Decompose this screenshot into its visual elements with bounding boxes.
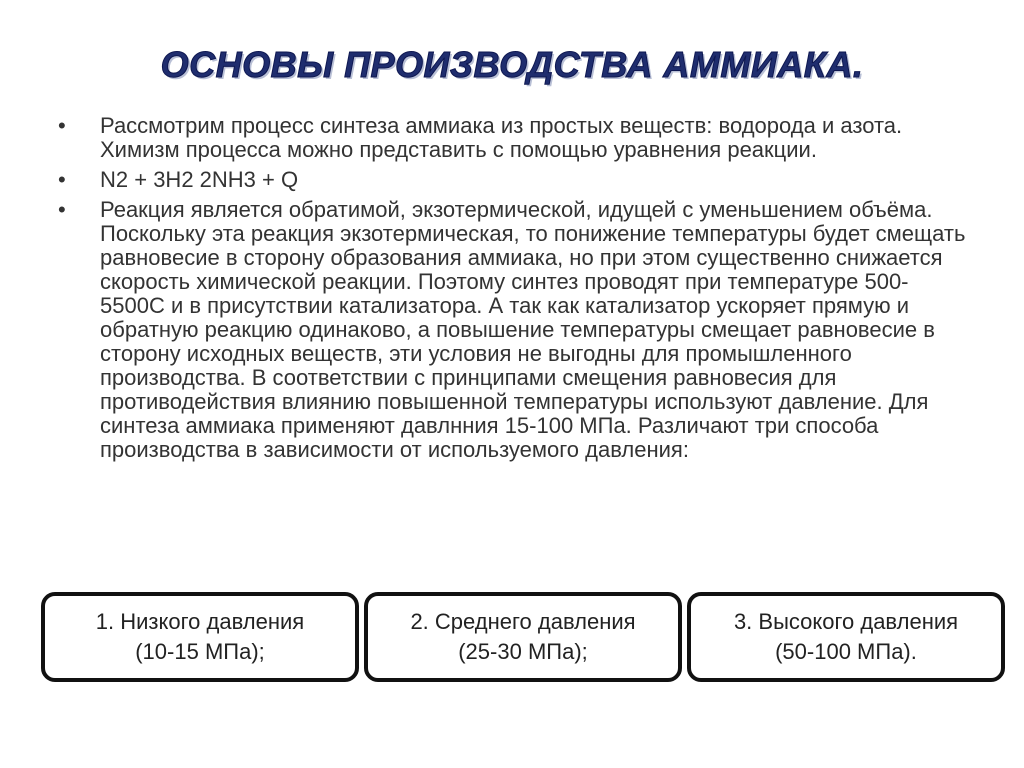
method-name: 1. Низкого давления: [95, 609, 305, 634]
medium-pressure-box: [364, 592, 682, 682]
bullet-marker: •: [58, 113, 66, 138]
method-name: 3. Высокого давления: [733, 609, 959, 634]
high-pressure-box: [687, 592, 1005, 682]
method-name: 2. Среднего давления: [410, 609, 636, 634]
low-pressure-box: [41, 592, 359, 682]
method-range: (50-100 МПа).: [775, 639, 917, 664]
bullet-text: N2 + 3H2 2NH3 + Q: [100, 167, 299, 192]
bullet-marker: •: [58, 167, 66, 192]
bullet-marker: •: [58, 197, 66, 222]
bullet-list: [58, 114, 968, 468]
bullet-explanation: [58, 198, 968, 462]
bullet-equation: [58, 168, 968, 192]
bullet-text: Рассмотрим процесс синтеза аммиака из простых веществ: водорода и азота. Химизм процесса можно представить с помощью уравнения реакции.: [100, 113, 903, 162]
slide-title: ОСНОВЫ ПРОИЗВОДСТВА АММИАКА.: [160, 44, 864, 85]
bullet-intro: [58, 114, 968, 162]
method-range: (10-15 МПа);: [135, 639, 265, 664]
bullet-text: Реакция является обратимой, экзотермической, идущей с уменьшением объёма. Поскольку эта реакция экзотермическая, то понижение температуры будет смещать равновесие в сторону образования аммиака, но при этом существенно снижается скорость химической реакции. Поэтому синтез проводят при температуре 500-5500С и в присутствии катализатора. А так как катализатор ускоряет прямую и обратную реакцию одинаково, а повышение температуры смещает равновесие в сторону исходных веществ, эти условия не выгодны для промышленного производства. В соответствии с принципами смещения равновесия для противодействия влиянию повышенной температуры используют давление. Для синтеза аммиака применяют давлнния 15-100 МПа. Различают три способа производства в зависимости от используемого давления:: [100, 197, 966, 462]
method-range: (25-30 МПа);: [458, 639, 588, 664]
